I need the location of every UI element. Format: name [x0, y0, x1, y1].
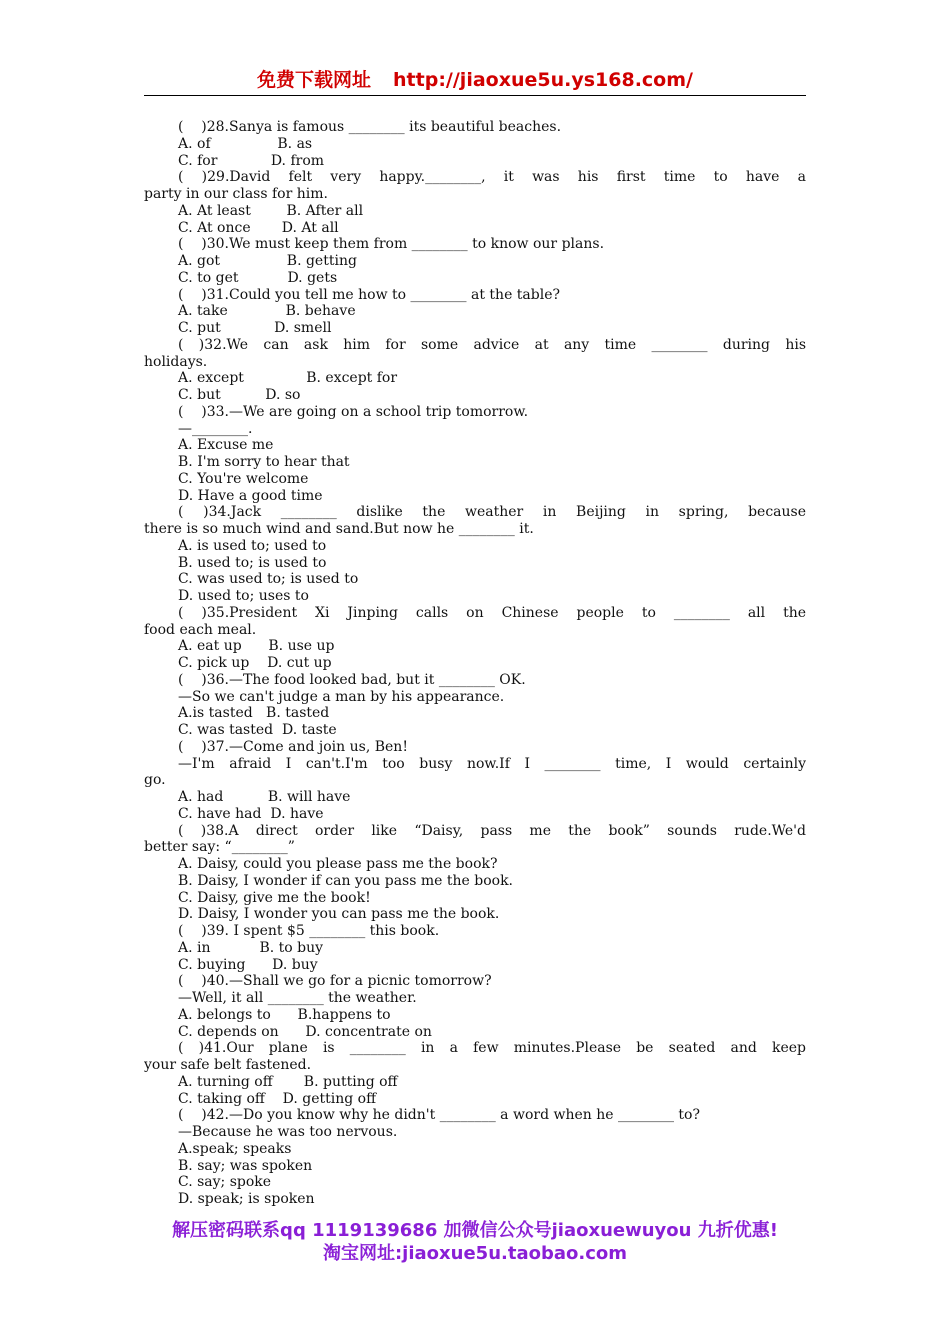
exercise-line: C. depends on D. concentrate on [178, 1023, 432, 1040]
exercise-line: C. was used to; is used to [178, 571, 359, 588]
exercise-line: A. belongs to B.happens to [178, 1006, 391, 1023]
exercise-line: better say: “________” [144, 839, 295, 856]
exercise-line: ( )39. I spent $5 ________ this book. [178, 923, 440, 939]
exercise-line: D. speak; is spoken [178, 1191, 315, 1207]
header-divider [144, 95, 806, 96]
exercise-line: A. eat up B. use up [178, 638, 335, 655]
exercise-line: ( )34.Jack ________ dislike the weather in Beijing in spring, because [178, 504, 806, 521]
page-header [144, 66, 806, 94]
exercise-line: C. You're welcome [178, 470, 309, 487]
exercise-line: C. taking off D. getting off [178, 1090, 377, 1107]
exercise-line: ( )30.We must keep them from ________ to know our plans. [178, 236, 605, 253]
exercise-line: ( )32.We can ask him for some advice at any time ________ during his [178, 336, 806, 353]
exercise-line: A.is tasted B. tasted [178, 705, 330, 722]
footer-contact-line: 解压密码联系qq 1119139686 加微信公众号jiaoxuewuyou 九折优惠! [172, 1220, 778, 1241]
exercise-line: —Because he was too nervous. [178, 1124, 398, 1140]
exercise-line: —So we can't judge a man by his appearance. [178, 688, 505, 705]
exercise-line: A. had B. will have [178, 789, 351, 805]
exercise-line: C. was tasted D. taste [178, 722, 337, 738]
exercise-line: A. in B. to buy [178, 939, 324, 956]
exercise-line: ( )38.A direct order like “Daisy, pass me the book” sounds rude.We'd [178, 822, 806, 839]
exercise-line: D. Daisy, I wonder you can pass me the book. [178, 906, 500, 923]
exercise-line: ( )37.—Come and join us, Ben! [178, 738, 408, 755]
exercise-line: party in our class for him. [144, 186, 328, 202]
header-url-link[interactable]: http://jiaoxue5u.ys168.com/ [393, 69, 693, 91]
exercise-line: A. of B. as [178, 135, 313, 152]
exercise-line: C. say; spoke [178, 1174, 272, 1191]
exercise-line: ( )33.—We are going on a school trip tomorrow. [178, 403, 529, 420]
exercise-line: B. used to; is used to [178, 554, 327, 571]
exercise-line: B. Daisy, I wonder if can you pass me the book. [178, 872, 514, 889]
exercise-body [144, 119, 806, 1208]
exercise-line: A. except B. except for [178, 370, 398, 387]
exercise-line: —________. [178, 420, 253, 437]
exercise-line: A. At least B. After all [178, 202, 364, 219]
exercise-line: A. Excuse me [178, 437, 274, 454]
exercise-line: C. put D. smell [178, 320, 332, 336]
exercise-line: C. have had D. have [178, 805, 324, 822]
exercise-line: C. buying D. buy [178, 956, 318, 973]
exercise-line: —Well, it all ________ the weather. [178, 990, 417, 1006]
footer-taobao-line: 淘宝网址:jiaoxue5u.taobao.com [322, 1243, 627, 1264]
exercise-line: B. say; was spoken [178, 1157, 313, 1174]
exercise-line: C. to get D. gets [178, 269, 338, 286]
exercise-line: go. [144, 772, 166, 789]
exercise-line: ( )28.Sanya is famous ________ its beautiful beaches. [178, 119, 562, 135]
exercise-line: ( )40.—Shall we go for a picnic tomorrow? [178, 973, 492, 990]
exercise-line: A. got B. getting [178, 253, 357, 269]
exercise-line: B. I'm sorry to hear that [178, 454, 350, 470]
exercise-line: ( )36.—The food looked bad, but it ________ OK. [178, 671, 526, 688]
exercise-line: food each meal. [144, 621, 257, 638]
exercise-line: ( )31.Could you tell me how to ________ at the table? [178, 286, 561, 303]
exercise-line: —I'm afraid I can't.I'm too busy now.If I ________ time, I would certainly [178, 755, 806, 772]
exercise-line: C. but D. so [178, 387, 301, 403]
exercise-line: your safe belt fastened. [144, 1057, 312, 1073]
exercise-line: holidays. [144, 353, 208, 370]
exercise-line: ( )35.President Xi Jinping calls on Chinese people to ________ all the [178, 604, 806, 621]
exercise-line: there is so much wind and sand.But now he ________ it. [144, 521, 534, 537]
exercise-line: ( )41.Our plane is ________ in a few minutes.Please be seated and keep [178, 1040, 806, 1057]
exercise-line: C. pick up D. cut up [178, 655, 332, 671]
exercise-line: ( )42.—Do you know why he didn't ________ a word when he ________ to? [178, 1107, 700, 1124]
exercise-line: ( )29.David felt very happy.________, it was his first time to have a [178, 169, 806, 186]
exercise-line: C. for D. from [178, 152, 325, 169]
exercise-line: A. turning off B. putting off [178, 1073, 398, 1090]
exercise-line: A.speak; speaks [178, 1140, 292, 1157]
header-free-download-label: 免费下载网址 [257, 69, 372, 91]
exercise-line: D. Have a good time [178, 487, 323, 504]
exercise-line: C. Daisy, give me the book! [178, 889, 371, 906]
exercise-line: A. is used to; used to [178, 537, 327, 554]
exercise-line: A. Daisy, could you please pass me the book? [178, 856, 498, 872]
exercise-line: C. At once D. At all [178, 219, 339, 236]
exercise-line: A. take B. behave [178, 303, 356, 320]
exercise-line: D. used to; uses to [178, 588, 309, 604]
